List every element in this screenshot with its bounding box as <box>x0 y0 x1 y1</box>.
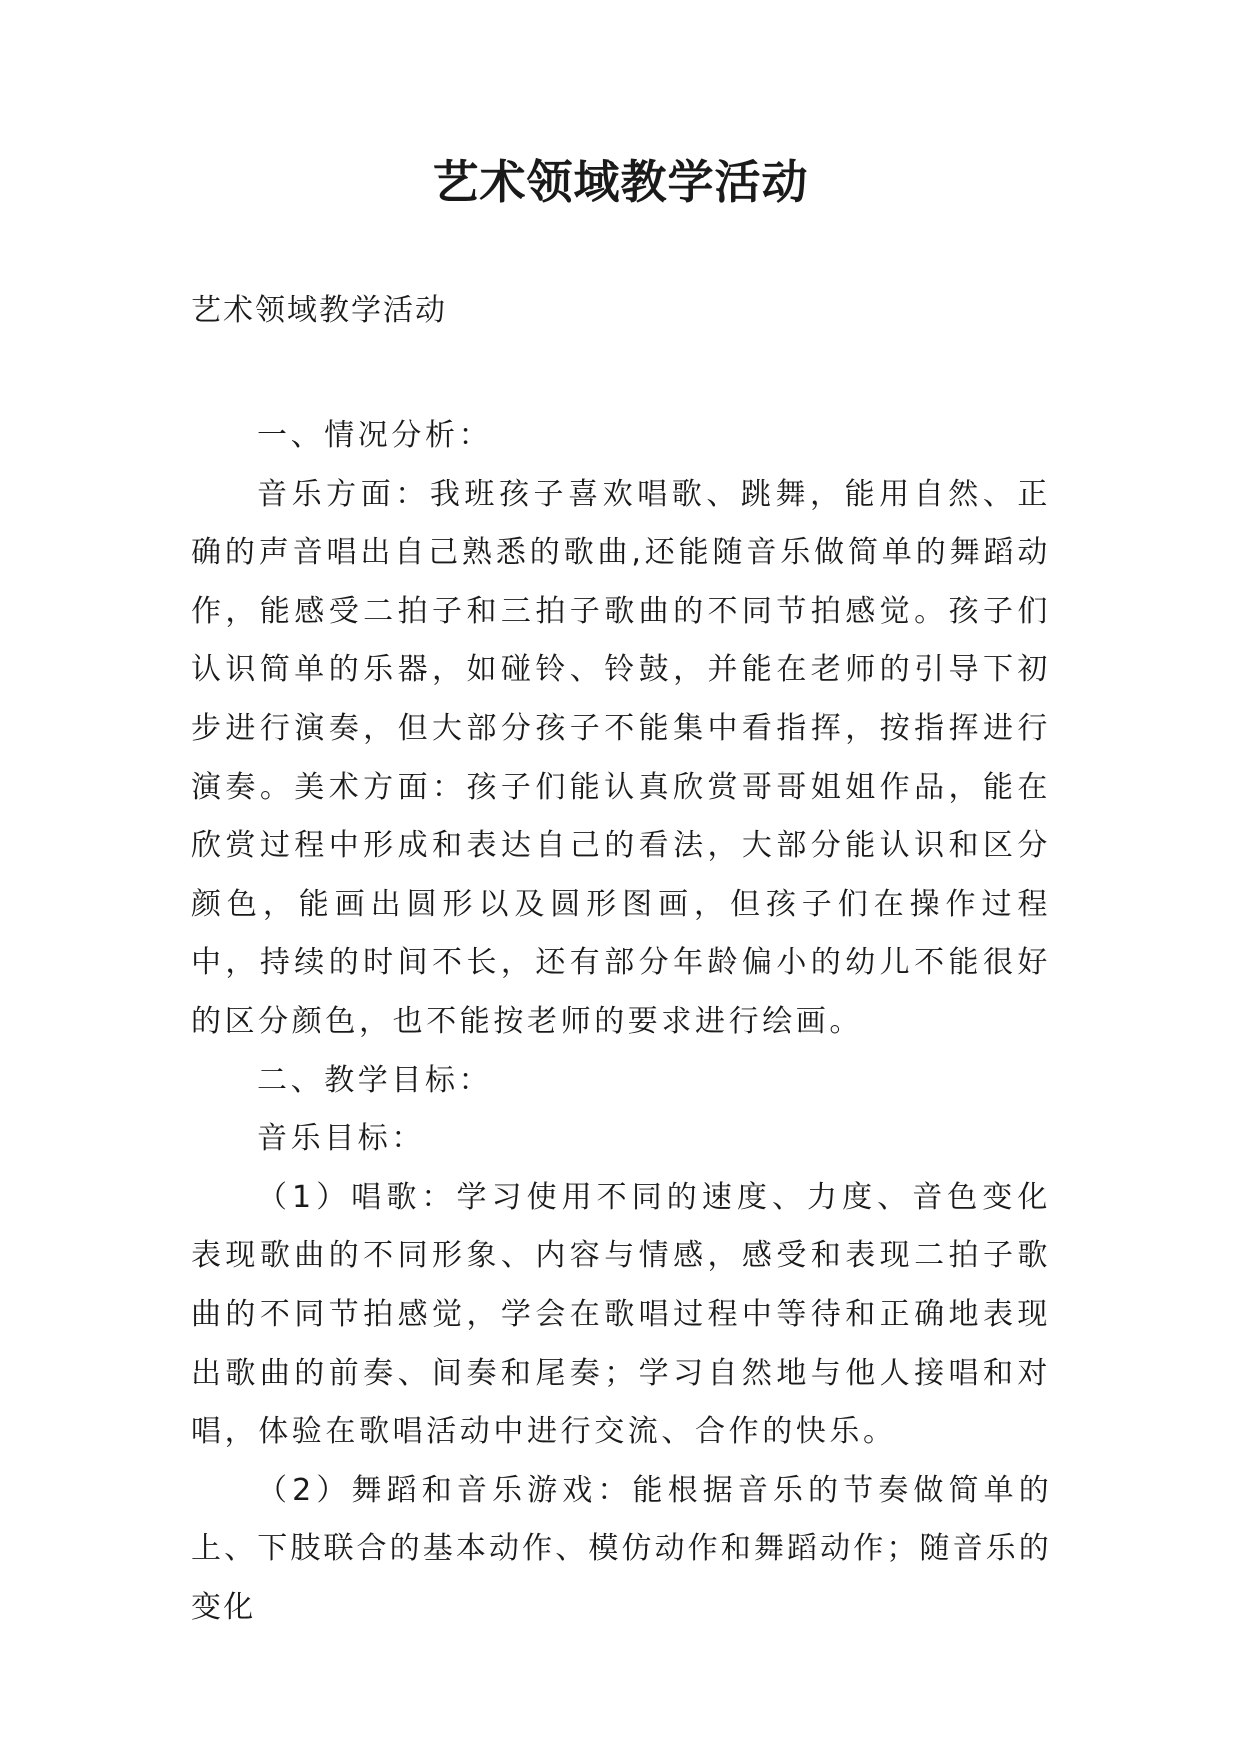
subheading-music-goals: 音乐目标： <box>257 1121 425 1157</box>
document-title: 艺术领域教学活动 <box>432 155 809 209</box>
paragraph-situation-analysis: 音乐方面：我班孩子喜欢唱歌、跳舞，能用自然、正确的声音唱出自己熟悉的歌曲,还能随音乐做简单的舞蹈动作，能感受二拍子和三拍子歌曲的不同节拍感觉。孩子们认识简单的乐器，如碰铃、铃鼓，并能在老师的引导下初步进行演奏，但大部分孩子不能集中看指挥，按指挥进行演奏。美术方面：孩子们能认真欣赏哥哥姐姐作品，能在欣赏过程中形成和表达自己的看法，大部分能认识和区分颜色，能画出圆形以及圆形图画，但孩子们在操作过程中，持续的时间不长，还有部分年龄偏小的幼儿不能很好的区分颜色，也不能按老师的要求进行绘画。 <box>191 476 1051 1039</box>
section-heading-situation: 一、情况分析： <box>257 418 493 453</box>
paragraph-dance-games: （2）舞蹈和音乐游戏：能根据音乐的节奏做简单的上、下肢联合的基本动作、模仿动作和舞蹈动作；随音乐的变化 <box>191 1472 1051 1625</box>
section-heading-goals: 二、教学目标： <box>257 1062 493 1098</box>
document-body <box>191 407 1051 1637</box>
paragraph-singing: （1）唱歌：学习使用不同的速度、力度、音色变化表现歌曲的不同形象、内容与情感，感受和表现二拍子歌曲的不同节拍感觉，学会在歌唱过程中等待和正确地表现出歌曲的前奏、间奏和尾奏；学习自然地与他人接唱和对唱，体验在歌唱活动中进行交流、合作的快乐。 <box>191 1179 1051 1450</box>
document-subtitle: 艺术领域教学活动 <box>191 293 447 328</box>
